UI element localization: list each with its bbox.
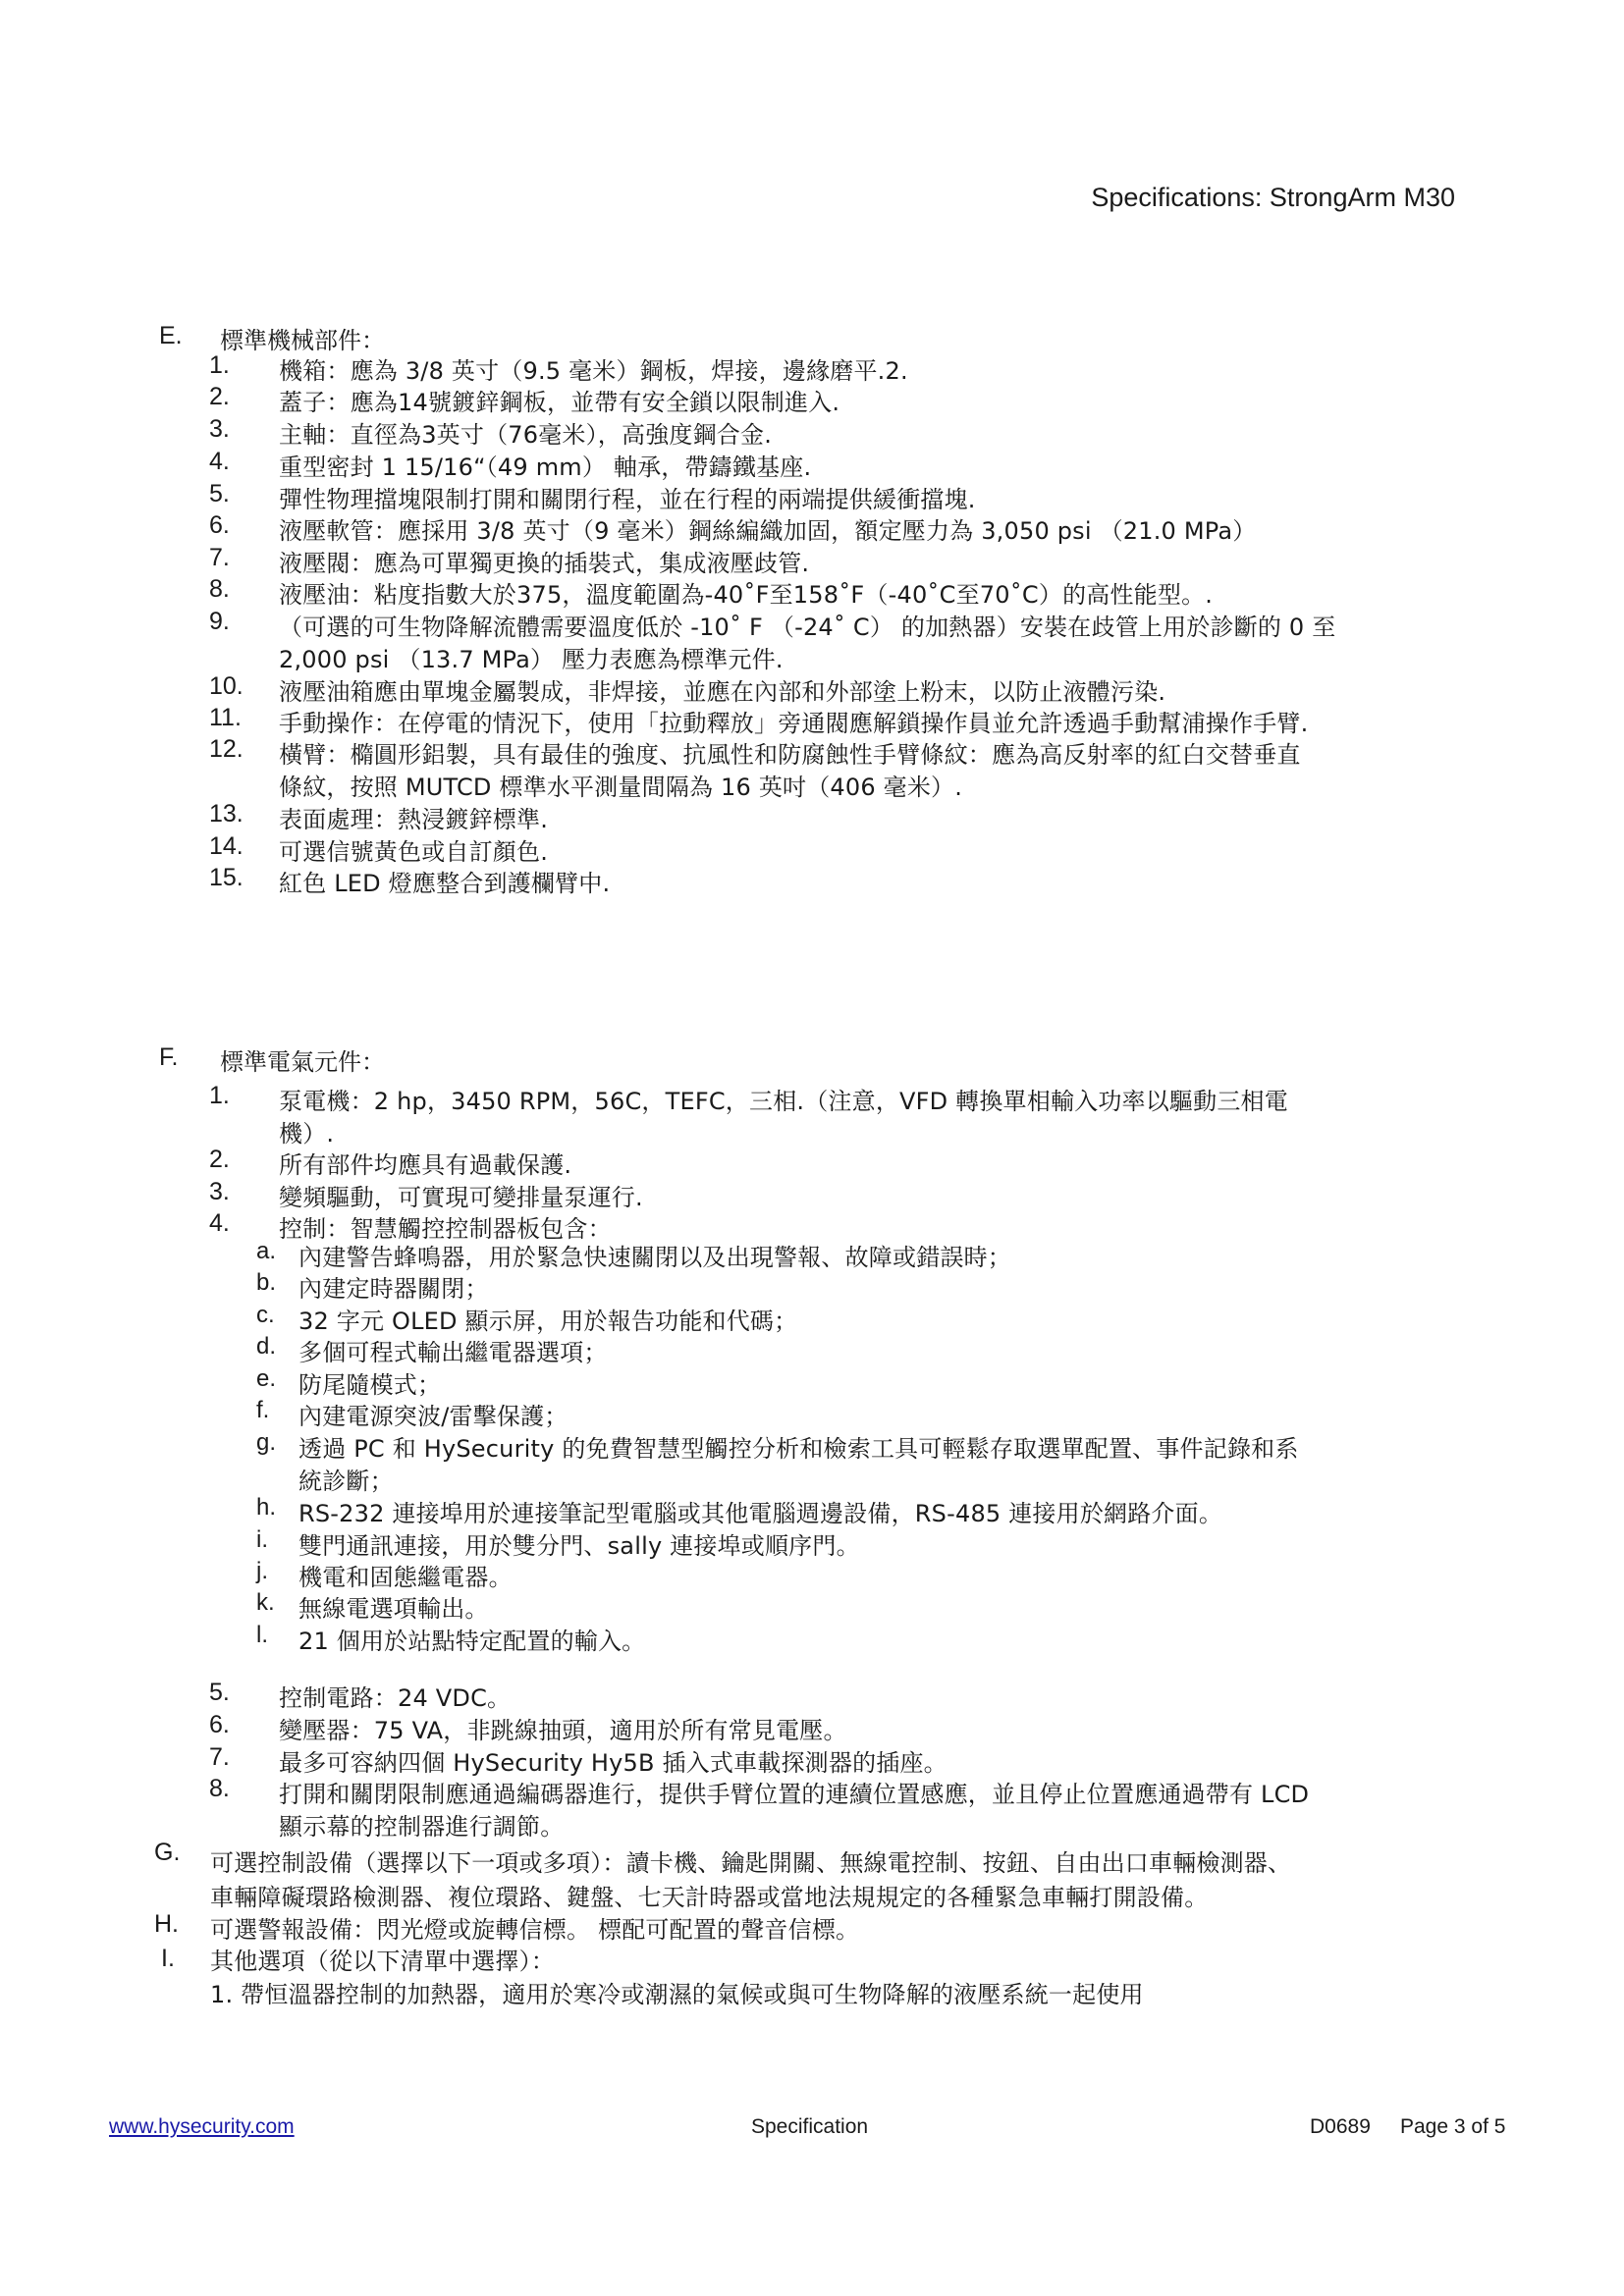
- section-f-subitem-letter: f.: [256, 1397, 270, 1423]
- footer-doc-id: D0689: [1310, 2115, 1371, 2138]
- section-e-item-text: 蓋子：應為14號鍍鋅鋼板，並帶有安全鎖以限制進入.: [279, 389, 840, 416]
- section-f-subitem-text: 內建電源突波/雷擊保護；: [298, 1403, 568, 1430]
- section-f-item-number: 3.: [209, 1178, 230, 1205]
- section-f-item-number: 1.: [209, 1082, 230, 1109]
- section-e-item-text: 手動操作：在停電的情況下，使用「拉動釋放」旁通閥應解鎖操作員並允許透過手動幫浦操作手臂.: [279, 710, 1309, 737]
- section-e-title: 標準機械部件：: [220, 327, 385, 354]
- section-f-item-number: 4.: [209, 1209, 230, 1237]
- section-f-subitem-letter: h.: [256, 1494, 277, 1521]
- section-f-item-text: 變壓器：75 VA，非跳線抽頭，適用於所有常見電壓。: [279, 1717, 847, 1744]
- section-f-item-text: 機）.: [279, 1120, 335, 1148]
- section-f-item-number: 6.: [209, 1711, 230, 1738]
- section-e-item-text: 表面處理：熱浸鍍鋅標準.: [279, 806, 549, 833]
- section-f-subitem-text: 機電和固態繼電器。: [298, 1564, 513, 1591]
- section-e-item-number: 15.: [209, 864, 244, 891]
- section-f-item-text: 變頻驅動，可實現可變排量泵運行.: [279, 1184, 643, 1211]
- section-e-item-text: 液壓閥：應為可單獨更換的插裝式，集成液壓歧管.: [279, 550, 810, 577]
- section-e-item-text: 液壓油：粘度指數大於375，溫度範圍為-40˚F至158˚F（-40˚C至70˚C）的高性能型。.: [279, 581, 1214, 609]
- section-f-subitem-text: 多個可程式輸出繼電器選項；: [298, 1339, 608, 1366]
- section-f-subitem-letter: c.: [256, 1302, 275, 1328]
- section-f-letter: F.: [159, 1043, 179, 1071]
- section-i-line-1: 其他選項（從以下清單中選擇）：: [210, 1948, 555, 1975]
- section-f-item-text: 控制：智慧觸控控制器板包含：: [279, 1215, 612, 1243]
- section-i-line-2: 1. 帶恒溫器控制的加熱器，適用於寒冷或潮濕的氣候或與可生物降解的液壓系統一起使用: [210, 1981, 1144, 2008]
- section-f-item-text: 泵電機：2 hp，3450 RPM，56C，TEFC，三相.（注意，VFD 轉換單相輸入功率以驅動三相電: [279, 1088, 1288, 1115]
- section-e-item-number: 5.: [209, 480, 230, 507]
- section-f-subitem-text: RS-232 連接埠用於連接筆記型電腦或其他電腦週邊設備，RS-485 連接用於網路介面。: [298, 1500, 1223, 1527]
- section-f-subitem-letter: e.: [256, 1365, 277, 1392]
- section-f-subitem-letter: l.: [256, 1622, 268, 1648]
- section-i-letter: I.: [161, 1945, 175, 1972]
- section-e-item-number: 6.: [209, 511, 230, 539]
- section-f-item-text: 控制電路：24 VDC。: [279, 1684, 512, 1712]
- section-f-item-number: 8.: [209, 1775, 230, 1802]
- section-e-item-number: 14.: [209, 832, 244, 860]
- section-e-item-text: 橫臂：橢圓形鋁製，具有最佳的強度、抗風性和防腐蝕性手臂條紋：應為高反射率的紅白交替垂直: [279, 741, 1301, 769]
- section-e-item-text: 可選信號黃色或自訂顏色.: [279, 838, 549, 866]
- section-e-item-text: 主軸：直徑為3英寸（76毫米），高強度鋼合金.: [279, 421, 773, 449]
- section-e-item-text: 液壓軟管：應採用 3/8 英寸（9 毫米）鋼絲編織加固，額定壓力為 3,050 psi （21.0 MPa）: [279, 517, 1257, 545]
- section-e-item-number: 2.: [209, 383, 230, 410]
- page-header-title: Specifications: StrongArm M30: [1091, 183, 1455, 212]
- section-f-title: 標準電氣元件：: [220, 1048, 385, 1076]
- section-e-letter: E.: [159, 322, 183, 349]
- section-e-item-text: 機箱：應為 3/8 英寸（9.5 毫米）鋼板，焊接，邊緣磨平.2.: [279, 357, 908, 385]
- section-f-subitem-text: 防尾隨模式；: [298, 1371, 442, 1399]
- section-h-letter: H.: [154, 1910, 179, 1938]
- section-f-item-number: 2.: [209, 1146, 230, 1173]
- footer-website-link[interactable]: [109, 2115, 295, 2139]
- section-e-item-number: 9.: [209, 608, 230, 635]
- section-f-subitem-text: 無線電選項輸出。: [298, 1595, 489, 1623]
- section-f-subitem-letter: j.: [256, 1558, 268, 1584]
- section-f-subitem-text: 32 字元 OLED 顯示屏，用於報告功能和代碼；: [298, 1308, 798, 1335]
- section-e-item-text: 彈性物理擋塊限制打開和關閉行程，並在行程的兩端提供緩衝擋塊.: [279, 486, 976, 513]
- section-e-item-number: 11.: [209, 704, 242, 731]
- footer-center-label: Specification: [751, 2115, 869, 2138]
- section-e-item-number: 10.: [209, 672, 244, 700]
- section-g-letter: G.: [154, 1839, 181, 1866]
- section-e-item-number: 12.: [209, 735, 244, 763]
- footer-website-text[interactable]: www.hysecurity.com: [109, 2115, 295, 2138]
- section-f-subitem-letter: g.: [256, 1429, 277, 1456]
- section-f-subitem-text: 21 個用於站點特定配置的輸入。: [298, 1628, 646, 1655]
- section-h-line-1: 可選警報設備：閃光燈或旋轉信標。 標配可配置的聲音信標。: [210, 1916, 860, 1944]
- section-f-subitem-text: 內建警告蜂鳴器，用於緊急快速關閉以及出現警報、故障或錯誤時；: [298, 1244, 1011, 1271]
- section-e-item-text: 重型密封 1 15/16“（49 mm） 軸承，帶鑄鐵基座.: [279, 454, 812, 481]
- section-f-item-text: 最多可容納四個 HySecurity Hy5B 插入式車載探測器的插座。: [279, 1749, 947, 1777]
- section-e-item-text: 條紋，按照 MUTCD 標準水平測量間隔為 16 英吋（406 毫米）.: [279, 774, 963, 801]
- footer-page-number: Page 3 of 5: [1400, 2115, 1506, 2138]
- section-e-item-number: 1.: [209, 351, 230, 379]
- section-f-subitem-text: 統診斷；: [298, 1468, 394, 1495]
- section-f-item-number: 5.: [209, 1679, 230, 1706]
- section-f-subitem-letter: a.: [256, 1238, 277, 1264]
- section-f-subitem-letter: d.: [256, 1333, 277, 1360]
- section-e-item-text: 液壓油箱應由單塊金屬製成，非焊接，並應在內部和外部塗上粉末，以防止液體污染.: [279, 678, 1166, 706]
- section-e-item-number: 13.: [209, 800, 244, 828]
- section-e-item-number: 4.: [209, 448, 230, 475]
- section-g-line-1: 可選控制設備（選擇以下一項或多項）：讀卡機、鑰匙開關、無線電控制、按鈕、自由出口車輛檢測器、: [210, 1849, 1292, 1877]
- section-f-subitem-letter: i.: [256, 1526, 268, 1553]
- section-f-subitem-letter: b.: [256, 1269, 277, 1296]
- section-f-subitem-text: 內建定時器關閉；: [298, 1275, 489, 1303]
- section-f-subitem-text: 透過 PC 和 HySecurity 的免費智慧型觸控分析和檢索工具可輕鬆存取選單配置、事件記錄和系: [298, 1435, 1299, 1463]
- section-f-item-text: 打開和關閉限制應通過編碼器進行，提供手臂位置的連續位置感應，並且停止位置應通過帶有 LCD: [279, 1781, 1310, 1808]
- section-e-item-number: 7.: [209, 544, 230, 571]
- section-e-item-number: 8.: [209, 575, 230, 603]
- section-e-item-text: （可選的可生物降解流體需要溫度低於 -10˚ F （-24˚ C） 的加熱器）安裝在歧管上用於診斷的 0 至: [279, 614, 1336, 641]
- section-f-item-number: 7.: [209, 1743, 230, 1771]
- section-f-item-text: 顯示幕的控制器進行調節。: [279, 1813, 565, 1841]
- section-f-subitem-letter: k.: [256, 1589, 275, 1616]
- section-e-item-text: 紅色 LED 燈應整合到護欄臂中.: [279, 870, 611, 897]
- section-e-item-number: 3.: [209, 415, 230, 443]
- section-f-subitem-text: 雙門通訊連接，用於雙分門、sally 連接埠或順序門。: [298, 1532, 860, 1560]
- section-f-item-text: 所有部件均應具有過載保護.: [279, 1151, 572, 1179]
- section-g-line-2: 車輛障礙環路檢測器、複位環路、鍵盤、七天計時器或當地法規規定的各種緊急車輛打開設備。: [210, 1884, 1209, 1911]
- section-e-item-text: 2,000 psi （13.7 MPa） 壓力表應為標準元件.: [279, 646, 784, 673]
